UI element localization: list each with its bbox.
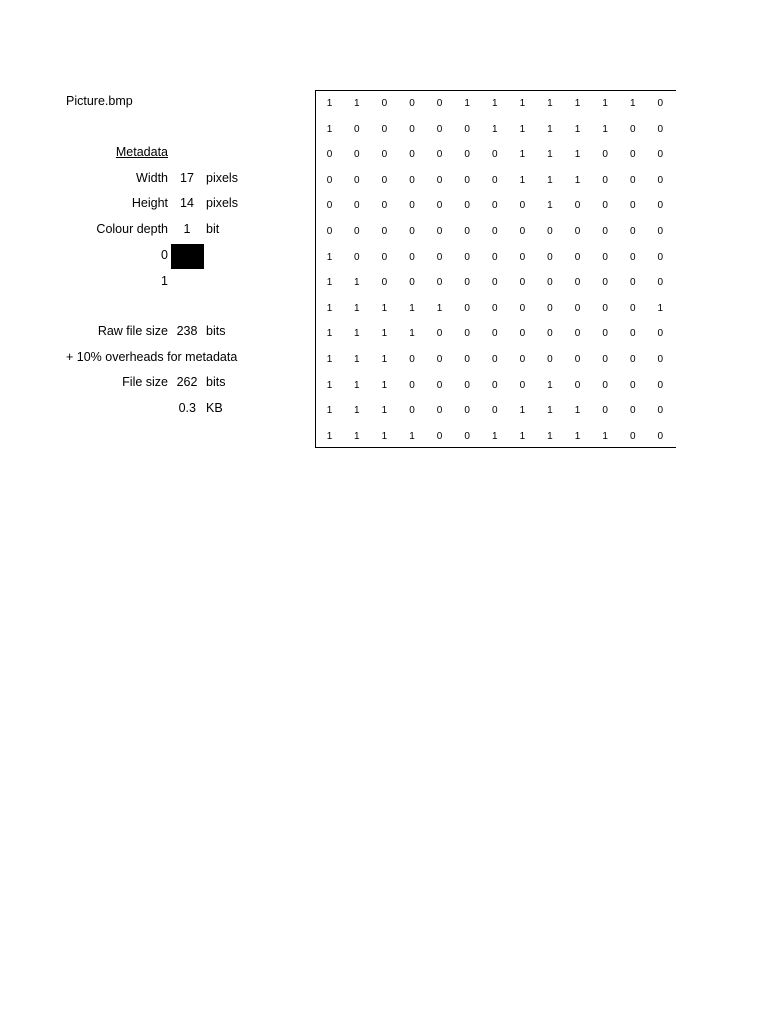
bitmap-row <box>316 193 674 219</box>
bitmap-cell: 0 <box>326 226 333 237</box>
bitmap-cell: 0 <box>464 405 470 417</box>
bitmap-cell: 0 <box>574 277 581 289</box>
bitmap-cell: 0 <box>629 405 636 417</box>
bitmap-cell: 1 <box>491 430 498 442</box>
bitmap-cell: 0 <box>657 98 664 109</box>
bitmap-cell: 1 <box>657 302 664 314</box>
bitmap-cell: 0 <box>326 200 333 212</box>
bitmap-cell: 0 <box>409 98 415 109</box>
bitmap-cell: 1 <box>629 98 636 109</box>
colour-depth-unit: bit <box>206 222 220 236</box>
bitmap-cell: 0 <box>381 174 388 186</box>
width-label: Width <box>136 171 168 185</box>
bitmap-cell: 0 <box>381 251 388 263</box>
bitmap-cell: 0 <box>409 379 415 391</box>
bitmap-cell: 0 <box>326 174 333 186</box>
bitmap-cell: 0 <box>574 226 581 237</box>
width-value: 17 <box>180 171 194 185</box>
bitmap-cell: 0 <box>354 226 360 237</box>
bitmap-cell: 0 <box>602 200 608 212</box>
bitmap-cell: 1 <box>354 354 360 365</box>
bitmap-cell: 1 <box>602 430 608 442</box>
bitmap-cell: 0 <box>519 200 526 212</box>
height-unit: pixels <box>206 196 238 210</box>
bitmap-cell: 1 <box>602 98 608 109</box>
bitmap-cell: 1 <box>547 149 553 161</box>
bitmap-cell: 0 <box>464 354 470 365</box>
bitmap-cell: 1 <box>602 123 608 135</box>
bitmap-cell: 0 <box>464 123 470 135</box>
bitmap-cell: 0 <box>657 379 664 391</box>
bitmap-cell: 0 <box>574 379 581 391</box>
bitmap-row <box>316 245 674 271</box>
raw-file-size-unit: bits <box>206 324 226 338</box>
bitmap-cell: 1 <box>491 123 498 135</box>
bitmap-grid <box>315 90 676 448</box>
bitmap-cell: 1 <box>464 98 470 109</box>
bitmap-cell: 0 <box>574 328 581 340</box>
bitmap-cell: 0 <box>491 277 498 289</box>
bitmap-cell: 0 <box>547 328 553 340</box>
bitmap-cell: 0 <box>629 354 636 365</box>
bitmap-cell: 0 <box>657 123 664 135</box>
bitmap-cell: 1 <box>409 302 415 314</box>
bitmap-cell: 0 <box>409 149 415 161</box>
overheads-label: + 10% overheads for metadata <box>66 350 238 364</box>
bitmap-cell: 1 <box>491 98 498 109</box>
bitmap-row <box>316 168 674 194</box>
bitmap-cell: 1 <box>519 149 526 161</box>
bitmap-cell: 0 <box>436 98 443 109</box>
bitmap-cell: 0 <box>354 251 360 263</box>
bitmap-cell: 0 <box>409 174 415 186</box>
bitmap-cell: 0 <box>602 149 608 161</box>
bitmap-cell: 0 <box>491 302 498 314</box>
bitmap-cell: 0 <box>436 405 443 417</box>
bitmap-cell: 1 <box>354 98 360 109</box>
bitmap-cell: 1 <box>409 430 415 442</box>
bitmap-cell: 0 <box>657 405 664 417</box>
bitmap-row <box>316 398 674 424</box>
bitmap-cell: 0 <box>629 328 636 340</box>
bitmap-cell: 1 <box>574 430 581 442</box>
bitmap-cell: 1 <box>354 328 360 340</box>
bitmap-cell: 1 <box>354 277 360 289</box>
bitmap-cell: 0 <box>491 328 498 340</box>
bitmap-cell: 0 <box>409 226 415 237</box>
bitmap-cell: 0 <box>547 302 553 314</box>
bitmap-cell: 0 <box>574 251 581 263</box>
bitmap-cell: 0 <box>629 430 636 442</box>
bitmap-cell: 0 <box>464 251 470 263</box>
bitmap-cell: 0 <box>464 277 470 289</box>
bitmap-cell: 0 <box>381 149 388 161</box>
bitmap-cell: 0 <box>436 149 443 161</box>
bitmap-cell: 0 <box>464 226 470 237</box>
bitmap-cell: 0 <box>491 200 498 212</box>
bitmap-cell: 1 <box>326 405 333 417</box>
bitmap-cell: 0 <box>602 328 608 340</box>
bitmap-cell: 1 <box>547 98 553 109</box>
bitmap-cell: 0 <box>629 149 636 161</box>
bitmap-cell: 0 <box>602 251 608 263</box>
bitmap-cell: 0 <box>602 379 608 391</box>
bitmap-row <box>316 117 674 143</box>
bitmap-cell: 1 <box>326 379 333 391</box>
bitmap-cell: 0 <box>629 174 636 186</box>
height-label: Height <box>131 196 168 210</box>
bitmap-cell: 0 <box>629 200 636 212</box>
bitmap-cell: 0 <box>519 302 526 314</box>
bitmap-cell: 1 <box>574 174 581 186</box>
bitmap-cell: 1 <box>381 328 388 340</box>
bitmap-row <box>316 347 674 373</box>
bitmap-cell: 0 <box>491 379 498 391</box>
bitmap-cell: 0 <box>436 251 443 263</box>
bitmap-cell: 0 <box>519 379 526 391</box>
raw-file-size-value: 238 <box>176 324 198 338</box>
bitmap-cell: 0 <box>491 174 498 186</box>
palette-0-swatch <box>171 244 204 269</box>
bitmap-row <box>316 142 674 168</box>
bitmap-cell: 0 <box>436 277 443 289</box>
metadata-heading: Metadata <box>115 145 168 159</box>
bitmap-cell: 0 <box>436 200 443 212</box>
bitmap-cell: 0 <box>464 200 470 212</box>
bitmap-cell: 0 <box>464 302 470 314</box>
bitmap-cell: 0 <box>464 328 470 340</box>
bitmap-cell: 1 <box>547 379 553 391</box>
file-size-kb-value: 0.3 <box>178 401 196 415</box>
bitmap-cell: 0 <box>519 277 526 289</box>
bitmap-cell: 0 <box>519 354 526 365</box>
raw-file-size-label: Raw file size <box>97 324 168 338</box>
bitmap-cell: 0 <box>381 200 388 212</box>
bitmap-cell: 0 <box>574 200 581 212</box>
bitmap-cell: 1 <box>354 379 360 391</box>
bitmap-cell: 0 <box>657 430 664 442</box>
bitmap-cell: 1 <box>519 123 526 135</box>
bitmap-cell: 0 <box>491 251 498 263</box>
bitmap-cell: 1 <box>547 123 553 135</box>
bitmap-cell: 1 <box>326 302 333 314</box>
height-value: 14 <box>180 196 194 210</box>
bitmap-cell: 1 <box>326 98 333 109</box>
bitmap-cell: 1 <box>326 354 333 365</box>
bitmap-cell: 0 <box>326 149 333 161</box>
file-size-value: 262 <box>176 375 198 389</box>
bitmap-cell: 1 <box>326 123 333 135</box>
palette-1-label: 1 <box>161 274 168 288</box>
bitmap-cell: 1 <box>574 405 581 417</box>
bitmap-cell: 0 <box>436 328 443 340</box>
bitmap-cell: 0 <box>547 277 553 289</box>
bitmap-cell: 0 <box>547 226 553 237</box>
bitmap-cell: 0 <box>436 226 443 237</box>
bitmap-cell: 0 <box>657 149 664 161</box>
colour-depth-value: 1 <box>183 222 191 236</box>
bitmap-cell: 0 <box>602 226 608 237</box>
bitmap-cell: 0 <box>574 302 581 314</box>
bitmap-cell: 0 <box>629 123 636 135</box>
bitmap-cell: 1 <box>574 149 581 161</box>
bitmap-cell: 0 <box>381 98 388 109</box>
bitmap-cell: 0 <box>657 251 664 263</box>
bitmap-cell: 0 <box>491 226 498 237</box>
filename-label: Picture.bmp <box>66 94 133 108</box>
bitmap-cell: 0 <box>409 123 415 135</box>
bitmap-cell: 0 <box>464 430 470 442</box>
bitmap-row <box>316 424 674 448</box>
bitmap-cell: 1 <box>326 251 333 263</box>
bitmap-cell: 0 <box>547 251 553 263</box>
bitmap-row <box>316 321 674 347</box>
bitmap-cell: 0 <box>519 328 526 340</box>
bitmap-cell: 0 <box>409 277 415 289</box>
bitmap-cell: 0 <box>436 379 443 391</box>
bitmap-row <box>316 91 674 117</box>
bitmap-cell: 1 <box>326 430 333 442</box>
bitmap-cell: 0 <box>354 123 360 135</box>
bitmap-cell: 0 <box>409 251 415 263</box>
bitmap-cell: 0 <box>491 354 498 365</box>
bitmap-cell: 0 <box>574 354 581 365</box>
bitmap-cell: 1 <box>326 328 333 340</box>
bitmap-cell: 0 <box>381 123 388 135</box>
bitmap-row <box>316 270 674 296</box>
bitmap-cell: 0 <box>629 277 636 289</box>
bitmap-cell: 0 <box>602 277 608 289</box>
bitmap-cell: 0 <box>409 354 415 365</box>
bitmap-row <box>316 219 674 245</box>
bitmap-cell: 0 <box>629 251 636 263</box>
bitmap-cell: 1 <box>574 98 581 109</box>
bitmap-cell: 1 <box>436 302 443 314</box>
bitmap-cell: 0 <box>657 200 664 212</box>
file-size-label: File size <box>122 375 168 389</box>
bitmap-cell: 0 <box>602 354 608 365</box>
bitmap-cell: 1 <box>326 277 333 289</box>
bitmap-cell: 1 <box>519 174 526 186</box>
bitmap-cell: 1 <box>519 405 526 417</box>
bitmap-cell: 1 <box>381 379 388 391</box>
bitmap-cell: 0 <box>354 174 360 186</box>
bitmap-cell: 1 <box>574 123 581 135</box>
file-size-kb-unit: KB <box>206 401 223 415</box>
bitmap-cell: 1 <box>519 98 526 109</box>
bitmap-cell: 1 <box>409 328 415 340</box>
bitmap-cell: 1 <box>354 405 360 417</box>
bitmap-cell: 1 <box>547 405 553 417</box>
bitmap-cell: 1 <box>547 430 553 442</box>
bitmap-cell: 0 <box>519 251 526 263</box>
bitmap-cell: 0 <box>629 302 636 314</box>
bitmap-cell: 0 <box>436 123 443 135</box>
bitmap-cell: 0 <box>602 405 608 417</box>
bitmap-cell: 0 <box>547 354 553 365</box>
bitmap-cell: 0 <box>491 405 498 417</box>
bitmap-cell: 0 <box>629 226 636 237</box>
bitmap-cell: 0 <box>657 226 664 237</box>
bitmap-cell: 1 <box>381 430 388 442</box>
bitmap-cell: 1 <box>381 405 388 417</box>
bitmap-cell: 0 <box>657 328 664 340</box>
colour-depth-label: Colour depth <box>96 222 168 236</box>
bitmap-cell: 0 <box>354 200 360 212</box>
bitmap-cell: 0 <box>464 149 470 161</box>
bitmap-cell: 1 <box>381 302 388 314</box>
bitmap-cell: 0 <box>629 379 636 391</box>
width-unit: pixels <box>206 171 238 185</box>
bitmap-cell: 0 <box>381 277 388 289</box>
bitmap-cell: 0 <box>436 430 443 442</box>
bitmap-cell: 1 <box>354 302 360 314</box>
bitmap-cell: 0 <box>657 354 664 365</box>
bitmap-cell: 1 <box>381 354 388 365</box>
palette-1-swatch <box>171 270 204 295</box>
bitmap-cell: 0 <box>657 277 664 289</box>
bitmap-cell: 0 <box>354 149 360 161</box>
bitmap-cell: 0 <box>519 226 526 237</box>
bitmap-cell: 1 <box>354 430 360 442</box>
bitmap-row <box>316 373 674 399</box>
bitmap-cell: 1 <box>547 174 553 186</box>
bitmap-cell: 0 <box>464 174 470 186</box>
file-size-unit: bits <box>206 375 226 389</box>
bitmap-cell: 1 <box>519 430 526 442</box>
bitmap-cell: 0 <box>436 354 443 365</box>
bitmap-cell: 0 <box>436 174 443 186</box>
bitmap-cell: 0 <box>602 174 608 186</box>
palette-0-label: 0 <box>161 248 168 262</box>
bitmap-cell: 0 <box>381 226 388 237</box>
bitmap-cell: 0 <box>657 174 664 186</box>
bitmap-cell: 0 <box>491 149 498 161</box>
bitmap-cell: 0 <box>464 379 470 391</box>
bitmap-cell: 0 <box>409 405 415 417</box>
bitmap-cell: 0 <box>409 200 415 212</box>
bitmap-row <box>316 296 674 322</box>
bitmap-cell: 0 <box>602 302 608 314</box>
bitmap-cell: 1 <box>547 200 553 212</box>
